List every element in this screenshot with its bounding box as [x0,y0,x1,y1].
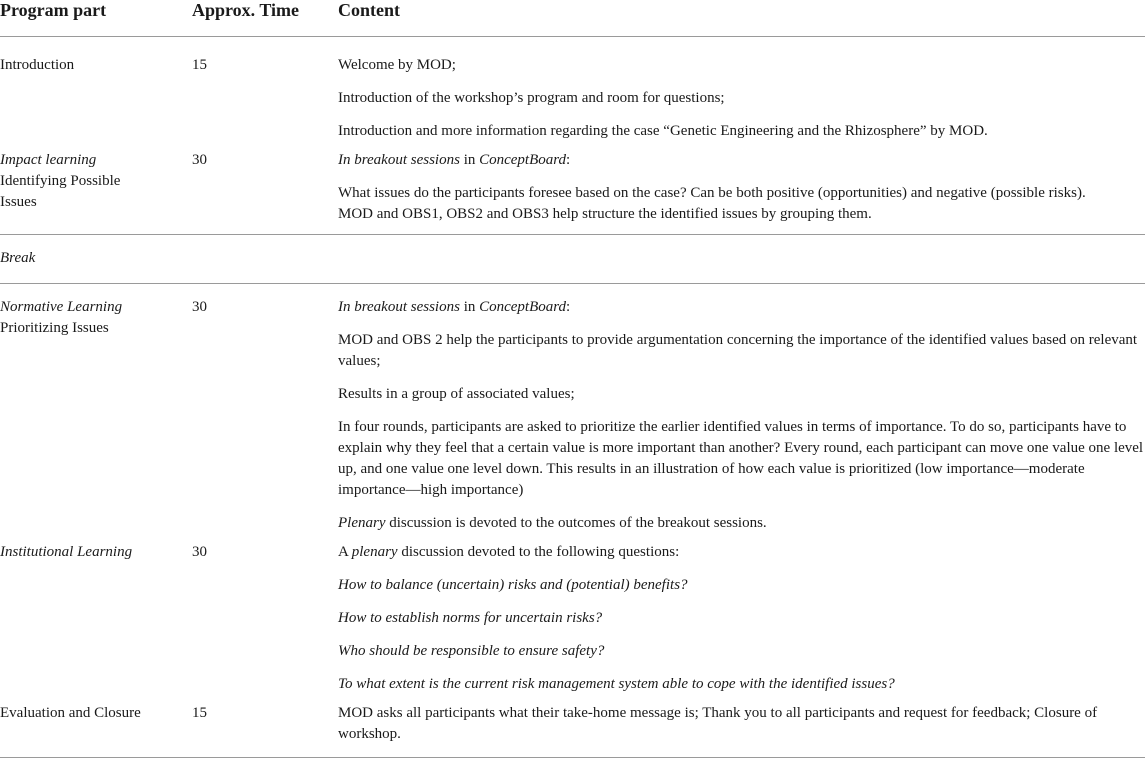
table-header-row [0,0,1145,37]
part-normative-learning [0,284,192,543]
content-paragraph: Results in a group of associated values; [338,386,575,402]
table-row-introduction [0,37,1145,151]
part-introduction: Introduction [0,57,75,73]
part-institutional-learning: Institutional Learning [0,544,133,560]
session-tool: ConceptBoard [479,299,567,315]
time-evaluation: 15 [192,703,338,758]
part-subtitle: Prioritizing Issues [0,320,109,336]
content-paragraph: In four rounds, participants are asked to prioritize the earlier identified values in terms of importance. To do so, participants have to explain why they feel that a certain value is more important than another? Every round, each participant can move one value one level up, and one value one level down. This results in an illustration of how each value is prioritized (low importance—moderate importance—high importance) [338,419,1144,498]
part-italic: Normative Learning [0,299,123,315]
plenary-intro-line [338,542,1145,563]
session-text: : [566,152,571,168]
plenary-text: Plenary [338,515,386,531]
table-row-evaluation [0,703,1145,758]
content-institutional-learning [338,542,1145,703]
time-introduction: 15 [192,57,207,73]
session-text: in [459,299,480,315]
table-row-normative-learning [0,284,1145,543]
session-tool: ConceptBoard [479,152,567,168]
session-text: : [566,299,571,315]
time-break [192,235,338,284]
session-line [338,297,1145,318]
content-impact-learning [338,150,1145,235]
header-approx-time: Approx. Time [192,0,338,37]
question-item: To what extent is the current risk management system able to cope with the identified issues? [338,676,895,692]
part-italic: Impact learning [0,152,97,168]
session-text: In breakout sessions [338,152,460,168]
content-line: Introduction of the workshop’s program and room for questions; [338,90,725,106]
content-paragraph: MOD and OBS1, OBS2 and OBS3 help structure the identified issues by grouping them. [338,206,872,222]
plenary-text: discussion is devoted to the outcomes of the breakout sessions. [385,515,767,531]
table-row-break [0,235,1145,284]
time-institutional-learning: 30 [192,544,207,560]
session-line [338,150,1145,171]
intro-text: plenary [351,544,398,560]
content-introduction [338,37,1145,151]
time-normative-learning: 30 [192,299,207,315]
part-evaluation: Evaluation and Closure [0,703,192,758]
header-program-part: Program part [0,0,192,37]
content-evaluation: MOD asks all participants what their take-home message is; Thank you to all participants and request for feedback; Closure of workshop. [338,703,1145,758]
content-paragraph: MOD and OBS 2 help the participants to provide argumentation concerning the importance of the identified values based on relevant values; [338,332,1138,369]
header-content: Content [338,0,1145,37]
intro-text: A [338,544,352,560]
session-text: In breakout sessions [338,299,460,315]
part-subtitle: Identifying Possible Issues [0,173,121,210]
content-paragraph: What issues do the participants foresee based on the case? Can be both positive (opportunities) and negative (possible risks). [338,185,1086,201]
question-item: How to establish norms for uncertain risks? [338,610,603,626]
content-line: Welcome by MOD; [338,57,456,73]
question-item: Who should be responsible to ensure safety? [338,643,605,659]
content-normative-learning [338,284,1145,543]
session-text: in [459,152,480,168]
table-row-impact-learning [0,150,1145,235]
part-break: Break [0,235,192,284]
intro-text: discussion devoted to the following questions: [397,544,680,560]
plenary-line [338,513,1145,534]
part-impact-learning [0,150,192,235]
table-row-institutional-learning [0,542,1145,703]
question-item: How to balance (uncertain) risks and (potential) benefits? [338,577,688,593]
content-break [338,235,1145,284]
content-line: Introduction and more information regarding the case “Genetic Engineering and the Rhizosphere” by MOD. [338,123,988,139]
time-impact-learning: 30 [192,150,338,235]
